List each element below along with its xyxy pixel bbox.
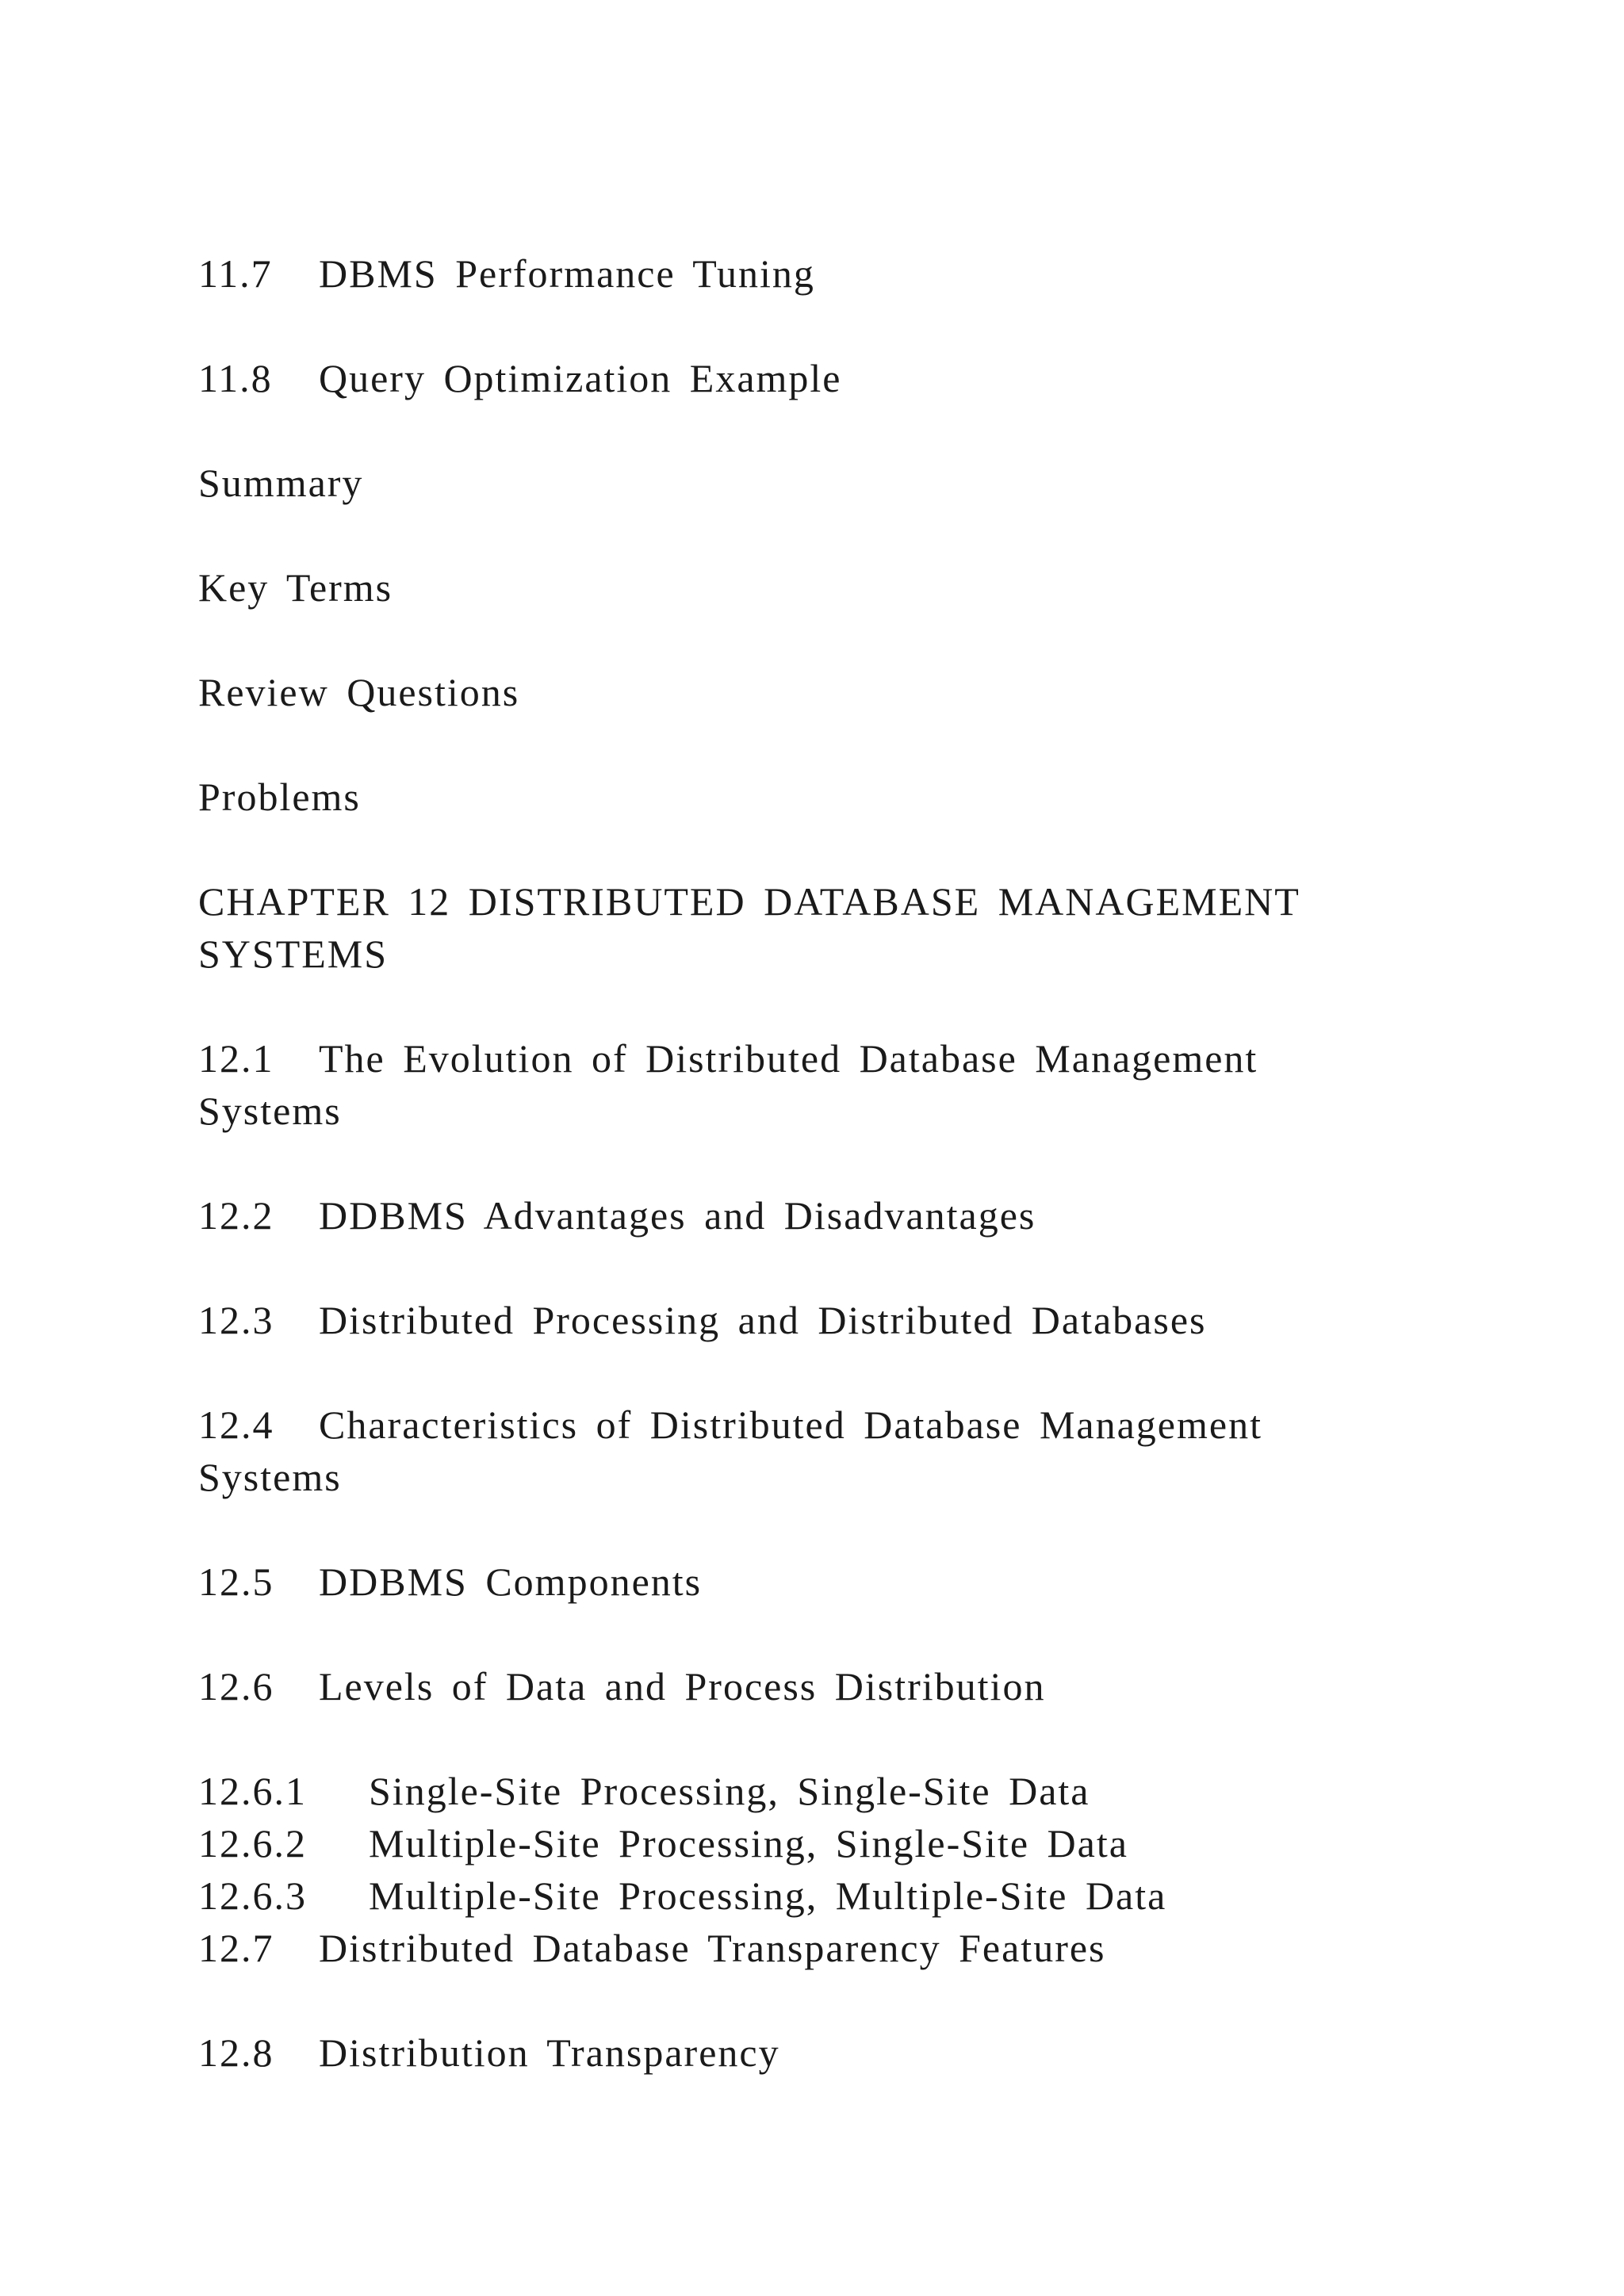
section-title: Distribution Transparency: [319, 2030, 780, 2075]
section-title: Problems: [198, 775, 361, 819]
section-number: 12.6: [198, 1664, 274, 1709]
subsection-number: 12.6.2: [198, 1821, 307, 1866]
subsection-number: 12.6.3: [198, 1873, 307, 1918]
section-title: Distributed Database Transparency Features: [319, 1926, 1106, 1970]
toc-entry-summary: [198, 457, 1435, 509]
section-number: 11.8: [198, 356, 273, 400]
toc-entry-12-6-3: [198, 1869, 1435, 1922]
subsection-title: Single-Site Processing, Single-Site Data: [369, 1769, 1090, 1813]
section-title: The Evolution of Distributed Database Management Systems: [198, 1036, 1258, 1133]
toc-entry-key-terms: [198, 561, 1435, 614]
toc-entry-12-1: [198, 1032, 1356, 1137]
toc-entry-11-8: [198, 352, 1435, 404]
section-title: Review Questions: [198, 670, 520, 714]
toc-entry-12-8: [198, 2026, 1435, 2079]
section-number: 12.7: [198, 1926, 274, 1970]
section-title: DDBMS Advantages and Disadvantages: [319, 1193, 1036, 1238]
toc-entry-problems: [198, 771, 1435, 823]
section-title: Levels of Data and Process Distribution: [319, 1664, 1046, 1709]
section-number: 12.5: [198, 1559, 274, 1604]
section-number: 12.8: [198, 2030, 274, 2075]
toc-entry-chapter-12: [198, 875, 1419, 980]
section-title: Summary: [198, 461, 364, 505]
toc-entry-12-6-1: [198, 1765, 1435, 1817]
section-title: Query Optimization Example: [319, 356, 842, 400]
toc-entry-12-4: [198, 1399, 1368, 1503]
section-number: 12.3: [198, 1298, 274, 1342]
chapter-title: CHAPTER 12 DISTRIBUTED DATABASE MANAGEMENT SYSTEMS: [198, 879, 1300, 976]
section-title: Key Terms: [198, 565, 393, 610]
section-number: 12.4: [198, 1402, 274, 1447]
section-title: DBMS Performance Tuning: [319, 251, 815, 296]
toc-entry-11-7: [198, 247, 1435, 300]
subsection-title: Multiple-Site Processing, Multiple-Site Data: [369, 1873, 1167, 1918]
section-title: DDBMS Components: [319, 1559, 703, 1604]
section-title: Characteristics of Distributed Database Management Systems: [198, 1402, 1262, 1499]
toc-entry-review-questions: [198, 666, 1435, 718]
toc-entry-12-7: [198, 1922, 1435, 1974]
subsection-number: 12.6.1: [198, 1769, 307, 1813]
section-number: 11.7: [198, 251, 273, 296]
toc-entry-12-5: [198, 1556, 1435, 1608]
toc-entry-12-3: [198, 1294, 1435, 1346]
toc-entry-12-6: [198, 1660, 1435, 1712]
section-number: 12.1: [198, 1036, 274, 1081]
toc-entry-12-2: [198, 1189, 1435, 1242]
section-title: Distributed Processing and Distributed Databases: [319, 1298, 1207, 1342]
section-number: 12.2: [198, 1193, 274, 1238]
toc-entry-12-6-2: [198, 1817, 1435, 1869]
subsection-title: Multiple-Site Processing, Single-Site Data: [369, 1821, 1128, 1866]
